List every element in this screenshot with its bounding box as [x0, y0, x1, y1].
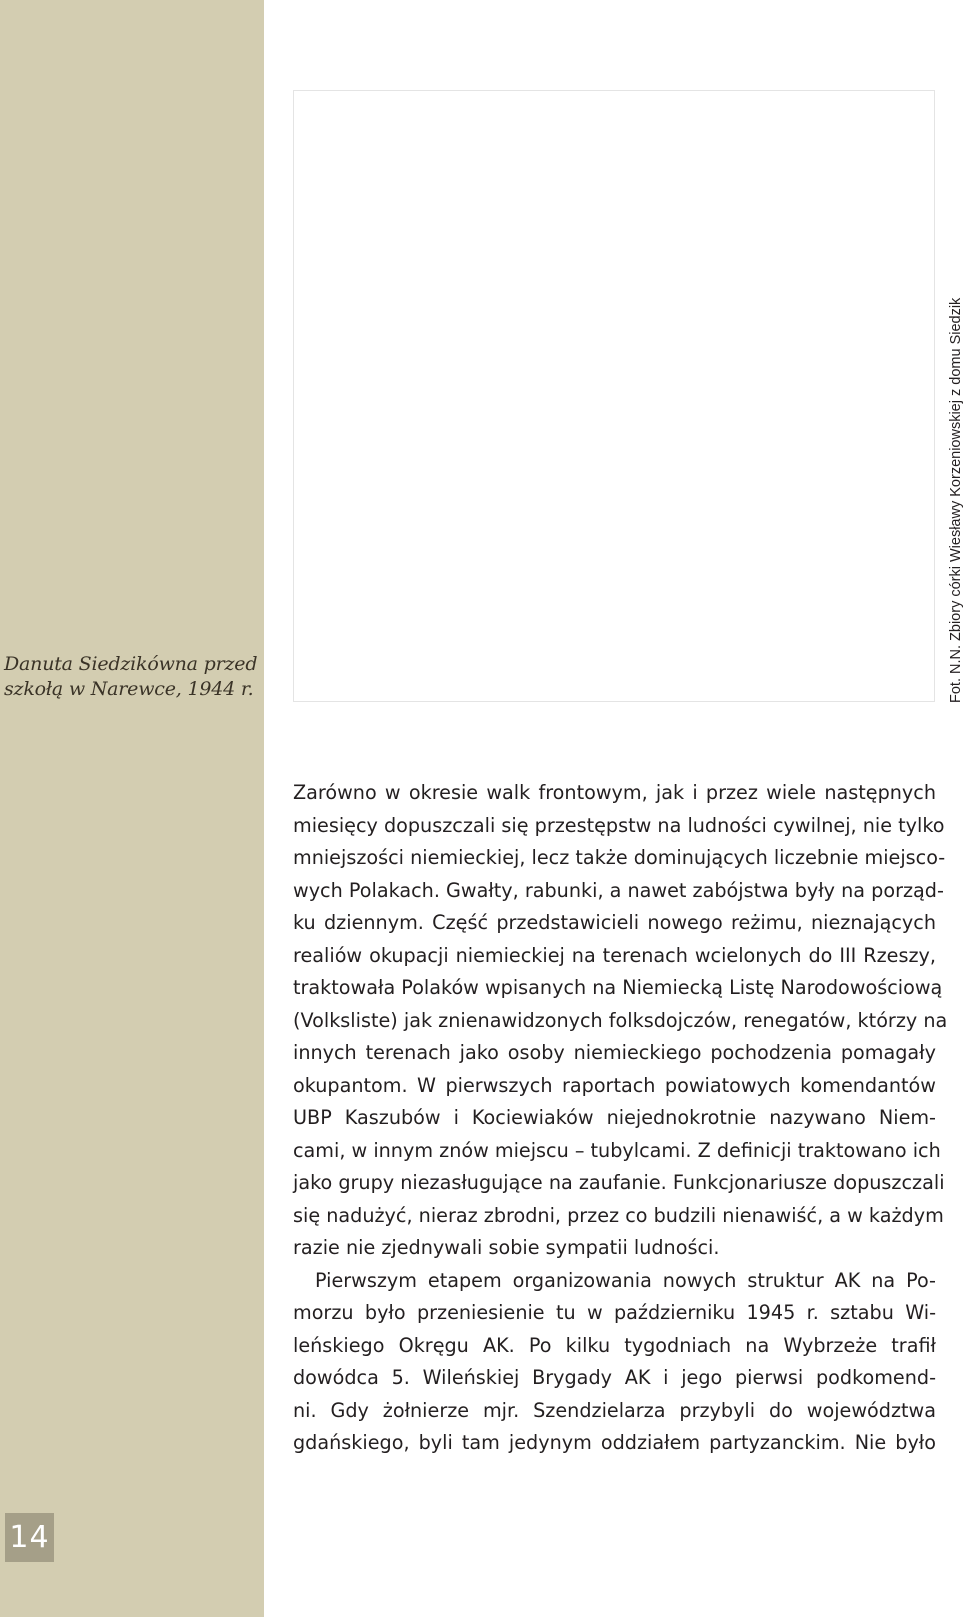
- text-line: mniejszości niemieckiej, lecz także dominujących liczebnie miejsco-: [293, 846, 946, 869]
- text-line: jako grupy niezasługujące na zaufanie. Funkcjonariusze dopuszczali: [293, 1171, 945, 1194]
- text-line: razie nie zjednywali sobie sympatii ludności.: [293, 1236, 720, 1259]
- photo-caption: [4, 652, 260, 702]
- caption-line-1: Danuta Siedzikówna przed: [4, 653, 258, 675]
- text-line: innych terenach jako osoby niemieckiego pochodzenia pomagały: [293, 1041, 936, 1064]
- text-line: okupantom. W pierwszych raportach powiatowych komendantów: [293, 1073, 936, 1097]
- text-line: UBP Kaszubów i Kociewiaków niejednokrotnie nazywano Niem-: [293, 1106, 936, 1129]
- text-line: morzu było przeniesienie tu w październiku 1945 r. sztabu Wi-: [293, 1301, 936, 1324]
- text-line: miesięcy dopuszczali się przestępstw na ludności cywilnej, nie tylko: [293, 813, 945, 837]
- left-sidebar-band: [0, 0, 264, 1617]
- caption-line-2: szkołą w Narewce, 1944 r.: [4, 678, 254, 700]
- text-line: Pierwszym etapem organizowania nowych struktur AK na Po-: [315, 1268, 936, 1292]
- text-line: traktowała Polaków wpisanych na Niemiecką Listę Narodowościową: [293, 976, 943, 999]
- photo-placeholder: [293, 90, 935, 702]
- text-line: cami, w innym znów miejscu – tubylcami. Z definicji traktowano ich: [293, 1138, 941, 1162]
- text-line: ni. Gdy żołnierze mjr. Szendzielarza przybyli do województwa: [293, 1398, 936, 1422]
- text-line: (Volksliste) jak znienawidzonych folksdojczów, renegatów, którzy na: [293, 1008, 948, 1032]
- photo-credit: Fot. N.N. Zbiory córki Wiesławy Korzeniowskiej z domu Siedzik: [948, 297, 964, 703]
- body-text: [293, 777, 948, 1460]
- text-line: leńskiego Okręgu AK. Po kilku tygodniach na Wybrzeże trafił: [293, 1333, 936, 1357]
- text-line: Zarówno w okresie walk frontowym, jak i przez wiele następnych: [293, 781, 936, 804]
- text-line: się nadużyć, nieraz zbrodni, przez co budzili nienawiść, a w każdym: [293, 1203, 944, 1227]
- text-line: gdańskiego, byli tam jedynym oddziałem partyzanckim. Nie było: [293, 1431, 936, 1454]
- text-line: ku dziennym. Część przedstawicieli nowego reżimu, nieznających: [293, 911, 936, 934]
- text-line: dowódca 5. Wileńskiej Brygady AK i jego pierwsi podkomend-: [293, 1366, 936, 1389]
- text-line: wych Polakach. Gwałty, rabunki, a nawet zabójstwa były na porząd-: [293, 878, 944, 902]
- page-number: 14: [5, 1513, 54, 1562]
- text-line: realiów okupacji niemieckiej na terenach wcielonych do III Rzeszy,: [293, 943, 936, 967]
